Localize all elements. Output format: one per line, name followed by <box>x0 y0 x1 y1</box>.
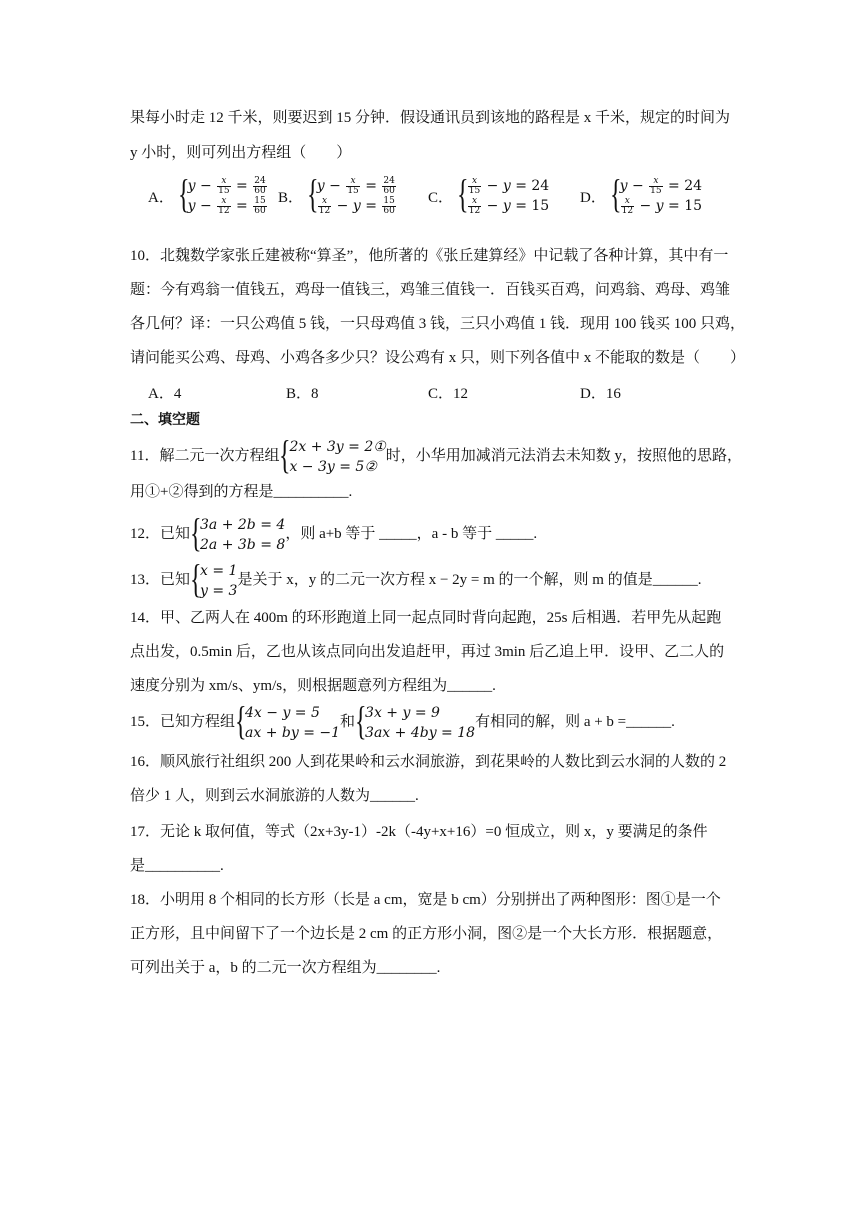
q13-line <box>130 555 702 601</box>
q15-and: 和 <box>340 714 356 730</box>
q18-text-line3: 可列出关于 a，b 的二元一次方程组为________. <box>130 960 441 976</box>
q11-system: { 2x + 3y = 2① x − 3y = 5② <box>279 431 386 477</box>
q15-s2-eq1: 3x + y = 9 <box>365 704 440 721</box>
q9-option-d-label: D． <box>580 189 606 206</box>
q9-option-b-label: B． <box>278 189 304 206</box>
q13-prefix: 13．已知 <box>130 572 191 588</box>
q11-eq2: x − 3y = 5② <box>289 458 377 475</box>
q15-system-1: { 4x − y = 5 ax + by = −1 <box>235 697 341 743</box>
q12-line <box>130 509 538 555</box>
q15-s1-eq1: 4x − y = 5 <box>245 704 320 721</box>
q16-text-line2: 倍少 1 人，则到云水洞旅游的人数为______. <box>130 788 419 804</box>
q9-text-line2: y 小时，则可列出方程组（ ） <box>130 145 352 161</box>
q10-option-c: C．12 <box>428 386 469 402</box>
q12-suffix: ，则 a+b 等于 _____，a - b 等于 _____. <box>285 526 538 542</box>
q14-text-line2: 点出发，0.5min 后，乙也从该点同向出发追赶甲，再过 3min 后乙追上甲．设甲、乙二人的 <box>130 644 725 660</box>
q15-suffix: 有相同的解，则 a + b =______. <box>475 714 675 730</box>
q12-eq1: 3a + 2b = 4 <box>200 516 286 533</box>
q15-s1-eq2: ax + by = −1 <box>245 724 341 741</box>
q15-s2-eq2: 3ax + 4by = 18 <box>365 724 476 741</box>
section-heading-fill-in: 二、填空题 <box>130 412 200 428</box>
q13-eq1: x = 1 <box>200 562 238 579</box>
q14-text-line1: 14．甲、乙两人在 400m 的环形跑道上同一起点同时背向起跑，25s 后相遇．若甲先从起跑 <box>130 610 722 626</box>
q9-option-c-label: C． <box>428 189 454 206</box>
q15-line <box>130 697 675 743</box>
q10-option-d: D．16 <box>580 386 621 402</box>
q9-option-d-system: { y − $\frac{x}{15}$ = 24 $\frac{x}{12}$ − y = 15 <box>609 171 703 216</box>
q9-option-a-label: A． <box>148 189 174 206</box>
q10-option-b: B．8 <box>286 386 319 402</box>
q10-text-line2: 题：今有鸡翁一值钱五，鸡母一值钱三，鸡雏三值钱一．百钱买百鸡，问鸡翁、鸡母、鸡雏 <box>130 282 731 298</box>
q9-option-a <box>148 171 268 216</box>
q9-option-b-system: { y − $\frac{x}{15}$ = $\frac{24}{60}$ $\frac{x}{12}$ − y = $\frac{15}{60}$ <box>306 171 395 216</box>
q10-text-line4: 请问能买公鸡、母鸡、小鸡各多少只？设公鸡有 x 只，则下列各值中 x 不能取的数是（ ） <box>130 350 746 366</box>
q13-suffix: 是关于 x，y 的二元一次方程 x − 2y = m 的一个解，则 m 的值是______. <box>237 572 702 588</box>
q10-text-line1: 10．北魏数学家张丘建被称“算圣”，他所著的《张丘建算经》中记载了各种计算，其中有一 <box>130 248 729 264</box>
q13-system: { x = 1 y = 3 <box>190 555 238 601</box>
q11-prefix: 11．解二元一次方程组 <box>130 448 280 464</box>
q11-suffix: 时，小华用加减消元法消去未知数 y，按照他的思路， <box>385 448 743 464</box>
q14-text-line3: 速度分别为 xm/s、ym/s，则根据题意列方程组为______. <box>130 678 496 694</box>
q13-eq2: y = 3 <box>200 582 238 599</box>
q9-option-d <box>580 171 703 216</box>
q15-system-2: { 3x + y = 9 3ax + 4by = 18 <box>355 697 476 743</box>
q11-line2: 用①+②得到的方程是__________. <box>130 484 353 500</box>
q9-option-c <box>428 171 550 216</box>
q10-text-line3: 各几何？译：一只公鸡值 5 钱，一只母鸡值 3 钱，三只小鸡值 1 钱．现用 100 钱买 100 只鸡， <box>130 316 746 332</box>
q17-text-line2: 是__________. <box>130 858 224 874</box>
q16-text-line1: 16．顺风旅行社组织 200 人到花果岭和云水洞旅游，到花果岭的人数比到云水洞的人数的 2 <box>130 754 727 770</box>
q18-text-line2: 正方形，且中间留下了一个边长是 2 cm 的正方形小洞，图②是一个大长方形．根据题意， <box>130 926 723 942</box>
q15-prefix: 15．已知方程组 <box>130 714 236 730</box>
q17-text-line1: 17．无论 k 取何值，等式（2x+3y-1）-2k（-4y+x+16）=0 恒成立，则 x，y 要满足的条件 <box>130 824 708 840</box>
q18-text-line1: 18．小明用 8 个相同的长方形（长是 a cm，宽是 b cm）分别拼出了两种图形：图①是一个 <box>130 892 721 908</box>
q12-system: { 3a + 2b = 4 2a + 3b = 8 <box>190 509 286 555</box>
q12-eq2: 2a + 3b = 8 <box>200 536 286 553</box>
q9-option-c-system: { $\frac{x}{15}$ − y = 24 $\frac{x}{12}$ − y = 15 <box>456 171 550 216</box>
q12-prefix: 12．已知 <box>130 526 191 542</box>
q10-option-a: A．4 <box>148 386 182 402</box>
q11-line1 <box>130 431 743 477</box>
q9-text-line1: 果每小时走 12 千米，则要迟到 15 分钟．假设通讯员到该地的路程是 x 千米，规定的时间为 <box>130 110 731 126</box>
q9-option-b <box>278 171 397 216</box>
q9-option-a-system: { y − $\frac{x}{15}$ = $\frac{24}{60}$ y − $\frac{x}{12}$ = $\frac{15}{60}$ <box>177 171 266 216</box>
q11-eq1: 2x + 3y = 2① <box>289 438 386 455</box>
